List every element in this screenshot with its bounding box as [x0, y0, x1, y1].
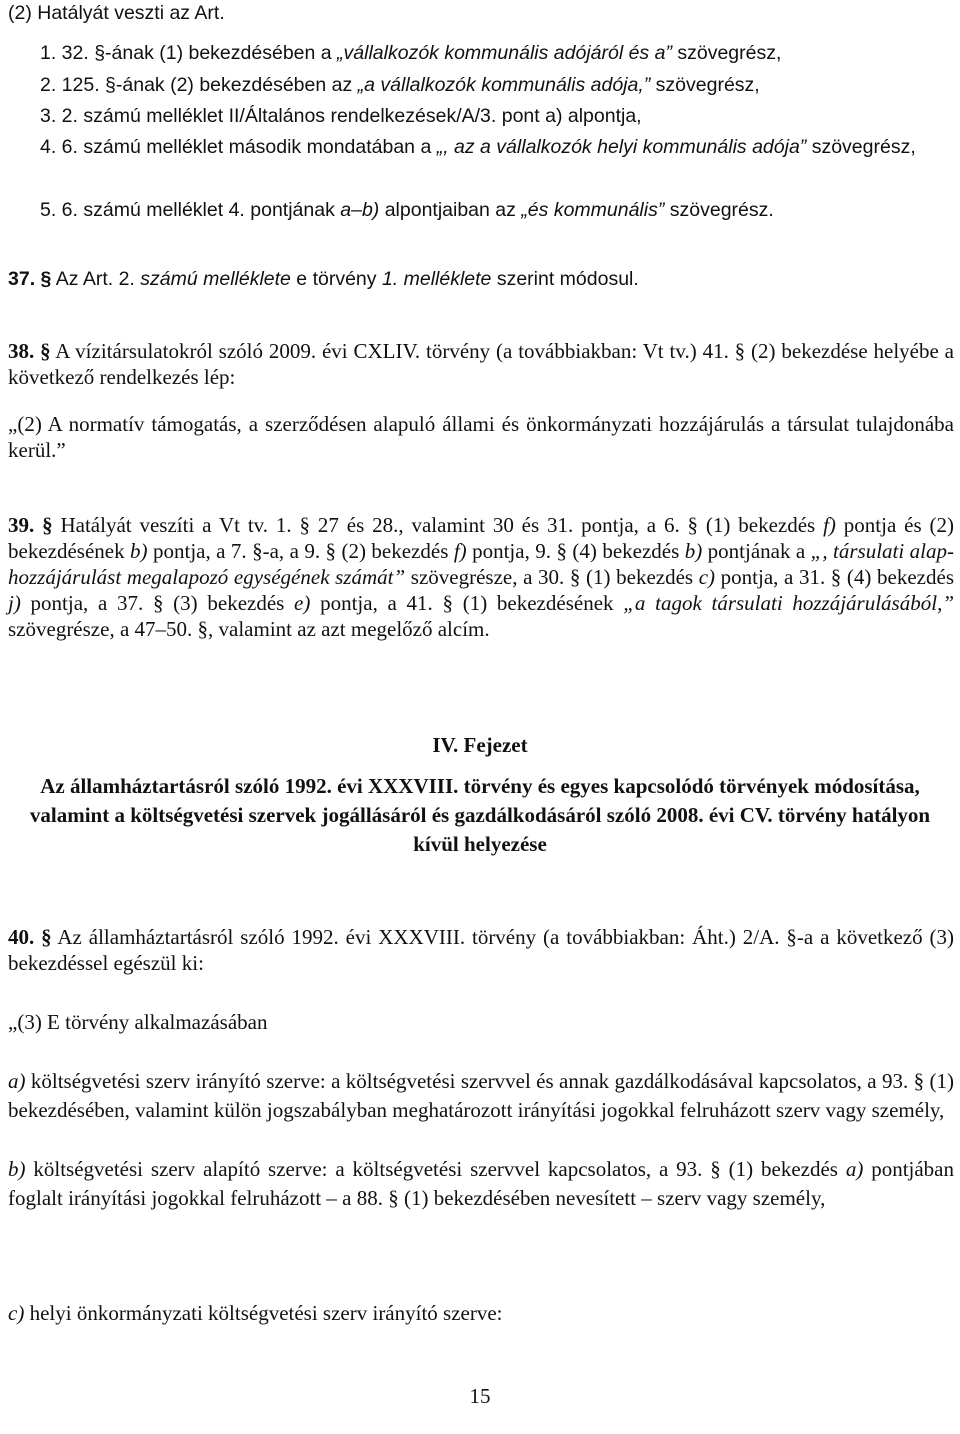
emph: 1. melléklete — [381, 268, 492, 290]
text: pontja, a 37. § (3) bekezdés — [20, 591, 295, 615]
section-38 — [8, 338, 954, 390]
section-40 — [8, 924, 954, 976]
quote: „a tagok társulati hozzájárulásából,” — [623, 591, 954, 615]
point-ref: f) — [823, 513, 836, 537]
point-ref: f) — [453, 539, 467, 563]
point-ref: b) — [684, 539, 703, 563]
text: pontja, a 41. § (1) bekezdésének — [310, 591, 624, 615]
text: (2) Hatályát veszti az Art. — [8, 2, 225, 24]
text: alpontjaiban az — [379, 199, 522, 221]
text: költségvetési szerv irányító szerve: a költségvetési szervvel és annak gazdálkodásával kapcsolatos, a 93. § (1) bekezdésében, valamint külön jogszabályban meghatározott irányítási jogokkal felruházott szerv vagy személy, — [8, 1069, 954, 1122]
chapter-title: IV. Fejezet — [432, 733, 528, 757]
list-item-4 — [8, 134, 960, 160]
point-ref: a) — [845, 1157, 864, 1181]
text: pontja és (2) bekezdésének — [8, 513, 954, 563]
quote: „, az a vállalkozók helyi kommunális adója” — [436, 136, 807, 158]
point-ref: c) — [698, 565, 716, 589]
text: „(3) E törvény alkalmazásában — [8, 1010, 268, 1034]
text: szövegrész. — [664, 199, 774, 221]
text: szövegrész, — [671, 42, 782, 64]
text: e törvény — [290, 268, 382, 290]
text: szerint módosul. — [491, 268, 639, 290]
chapter-subtitle-text: Az államháztartásról szóló 1992. évi XXXVIII. törvény és egyes kapcsolódó törvények módosítása, valamint a költségvetési szervek jogállásáról és gazdálkodásáról szóló 2008. évi CV. törvény hatályon kívül helyezése — [29, 774, 931, 856]
text: szövegrésze, a 30. § (1) bekezdés — [405, 565, 699, 589]
text: 1. 32. §-ának (1) bekezdésében a — [40, 42, 338, 64]
quote: „, társulati alap-hozzájárulást megalapozó egységének számát” — [8, 539, 954, 589]
list-item-1 — [8, 40, 960, 66]
definition-b — [8, 1155, 954, 1213]
chapter-subtitle — [0, 772, 960, 859]
text: Hatályát veszíti a Vt tv. 1. § 27 és 28., valamint 30 és 31. pontja, a 6. § (1) bekezdés — [52, 513, 824, 537]
point-ref: b) — [8, 1157, 26, 1181]
text: szövegrész, — [650, 74, 760, 96]
quote-40-intro — [8, 1009, 954, 1035]
list-item-5 — [8, 197, 960, 223]
text: Az államháztartásról szóló 1992. évi XXXVIII. törvény (a továbbiakban: Áht.) 2/A. §-a a következő (3) bekezdéssel egészül ki: — [8, 925, 954, 975]
point-ref: j) — [8, 591, 21, 615]
point-ref: b) — [130, 539, 148, 563]
text: Az Art. 2. — [51, 268, 141, 290]
text: 4. 6. számú melléklet második mondatában a — [40, 136, 437, 158]
text: pontja, a 7. §-a, a 9. § (2) bekezdés — [147, 539, 454, 563]
text: pontja, a 31. § (4) bekezdés — [715, 565, 954, 589]
quote: „a vállalkozók kommunális adója,” — [357, 74, 651, 96]
text: pontjának a — [702, 539, 811, 563]
definition-a — [8, 1067, 954, 1125]
text: 2. 125. §-ának (2) bekezdésében az — [40, 74, 358, 96]
text: szövegrésze, a 47–50. §, valamint az azt megelőző alcím. — [8, 617, 490, 641]
chapter-heading — [0, 732, 960, 758]
text: szövegrész, — [806, 136, 916, 158]
quote: „vállalkozók kommunális adójáról és a” — [337, 42, 672, 64]
point-ref: a) — [8, 1069, 26, 1093]
section-number: 40. § — [8, 925, 52, 949]
page-number-text: 15 — [469, 1384, 491, 1408]
list-item-2 — [8, 72, 960, 98]
list-item-3 — [8, 103, 960, 129]
text: A vízitársulatokról szóló 2009. évi CXLIV. törvény (a továbbiakban: Vt tv.) 41. § (2) bekezdése helyébe a következő rendelkezés lép: — [8, 339, 954, 389]
text: költségvetési szerv alapító szerve: a költségvetési szervvel kapcsolatos, a 93. § (1) bekezdés — [25, 1157, 846, 1181]
point-ref: a–b) — [340, 199, 380, 221]
section-number: 39. § — [8, 513, 53, 537]
text: 5. 6. számú melléklet 4. pontjának — [40, 199, 341, 221]
section-37 — [8, 266, 954, 292]
quote-38 — [8, 411, 954, 463]
quote: „és kommunális” — [521, 199, 665, 221]
emph: számú melléklete — [140, 268, 291, 290]
point-ref: e) — [294, 591, 311, 615]
definition-c — [8, 1300, 954, 1326]
para-repeal-heading — [8, 0, 954, 26]
text: pontja, 9. § (4) bekezdés — [466, 539, 685, 563]
text: helyi önkormányzati költségvetési szerv irányító szerve: — [24, 1301, 503, 1325]
section-number: 37. § — [8, 268, 52, 290]
point-ref: c) — [8, 1301, 25, 1325]
section-39 — [8, 512, 954, 642]
page-number — [0, 1383, 960, 1409]
text: „(2) A normatív támogatás, a szerződésen alapuló állami és önkormányzati hozzájárulás a társulat tulajdonába kerül.” — [8, 412, 954, 462]
text: 3. 2. számú melléklet II/Általános rendelkezések/A/3. pont a) alpontja, — [40, 105, 642, 127]
section-number: 38. § — [8, 339, 51, 363]
text: pontjában foglalt irányítási jogokkal felruházott – a 88. § (1) bekezdésében nevesített – szerv vagy személy, — [8, 1157, 955, 1210]
